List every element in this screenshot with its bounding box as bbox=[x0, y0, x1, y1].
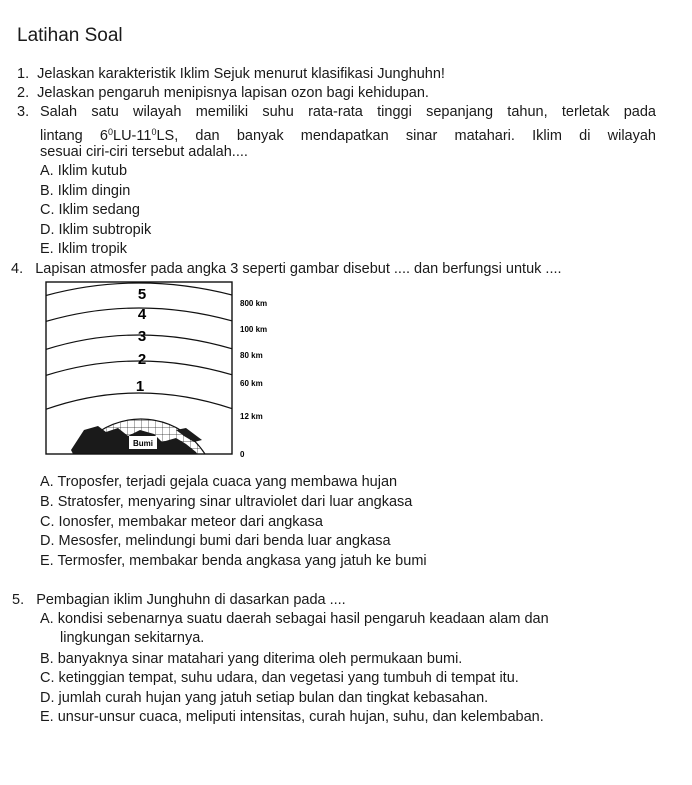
question-3-line-1: Salah satu wilayah memiliki suhu rata-rata tinggi sepanjang tahun, terletak pada bbox=[40, 104, 656, 120]
atmosphere-layers-figure bbox=[36, 280, 286, 464]
option-5a-continued: lingkungan sekitarnya. bbox=[60, 630, 205, 646]
option-5d: D. jumlah curah hujan yang jatuh setiap bulan dan tingkat kebasahan. bbox=[40, 690, 489, 706]
altitude-label: 100 km bbox=[240, 325, 268, 334]
option-5b: B. banyaknya sinar matahari yang diterima oleh permukaan bumi. bbox=[40, 651, 463, 667]
option-4d: D. Mesosfer, melindungi bumi dari benda luar angkasa bbox=[40, 533, 391, 549]
option-3b: B. Iklim dingin bbox=[40, 183, 131, 199]
question-2 bbox=[17, 84, 429, 102]
option-3a: A. Iklim kutub bbox=[40, 163, 128, 179]
page-title: Latihan Soal bbox=[17, 25, 123, 46]
question-3-number: 3. bbox=[17, 104, 30, 120]
option-4a: A. Troposfer, terjadi gejala cuaca yang membawa hujan bbox=[40, 474, 398, 490]
option-5a: A. kondisi sebenarnya suatu daerah sebagai hasil pengaruh keadaan alam dan bbox=[40, 611, 549, 627]
layer-number-label: 2 bbox=[137, 351, 147, 368]
layer-number-label: 5 bbox=[137, 286, 147, 303]
question-4 bbox=[11, 260, 562, 278]
q3-text-part: LS, dan banyak mendapatkan sinar matahari. Iklim di wilayah bbox=[156, 128, 656, 144]
question-text: Jelaskan pengaruh menipisnya lapisan ozon bagi kehidupan. bbox=[37, 85, 429, 101]
q3-text-part: LU-11 bbox=[113, 128, 152, 144]
question-3-line-3: sesuai ciri-ciri tersebut adalah.... bbox=[40, 144, 248, 160]
altitude-label: 60 km bbox=[240, 379, 263, 388]
option-4e: E. Termosfer, membakar benda angkasa yang jatuh ke bumi bbox=[40, 553, 427, 569]
earth-label: Bumi bbox=[133, 439, 153, 448]
option-4b: B. Stratosfer, menyaring sinar ultraviolet dari luar angkasa bbox=[40, 494, 413, 510]
question-number: 4. bbox=[11, 261, 24, 277]
option-4c: C. Ionosfer, membakar meteor dari angkasa bbox=[40, 514, 323, 530]
question-text: Lapisan atmosfer pada angka 3 seperti gambar disebut .... dan berfungsi untuk .... bbox=[35, 261, 562, 277]
question-1 bbox=[17, 65, 445, 83]
layer-boundary-arc bbox=[44, 393, 236, 410]
option-3e: E. Iklim tropik bbox=[40, 241, 128, 257]
altitude-label: 12 km bbox=[240, 412, 263, 421]
option-5e: E. unsur-unsur cuaca, meliputi intensitas, curah hujan, suhu, dan kelembaban. bbox=[40, 709, 544, 725]
question-number: 2. bbox=[17, 85, 30, 101]
option-3c: C. Iklim sedang bbox=[40, 202, 140, 218]
option-3d: D. Iklim subtropik bbox=[40, 222, 152, 238]
option-5c: C. ketinggian tempat, suhu udara, dan vegetasi yang tumbuh di tempat itu. bbox=[40, 670, 519, 686]
layer-number-label: 4 bbox=[137, 306, 147, 323]
question-text: Pembagian iklim Junghuhn di dasarkan pada .... bbox=[36, 592, 346, 608]
question-text: Jelaskan karakteristik Iklim Sejuk menurut klasifikasi Junghuhn! bbox=[37, 66, 445, 82]
layer-number-label: 1 bbox=[135, 378, 145, 395]
layer-number-label: 3 bbox=[137, 328, 147, 345]
degree-superscript: 0 bbox=[151, 127, 157, 137]
question-number: 5. bbox=[12, 592, 25, 608]
degree-superscript: 0 bbox=[108, 127, 114, 137]
question-3-line-2 bbox=[40, 123, 656, 145]
altitude-label: 800 km bbox=[240, 299, 268, 308]
question-number: 1. bbox=[17, 66, 30, 82]
question-5 bbox=[12, 591, 346, 609]
q3-text-part: lintang 6 bbox=[40, 128, 108, 144]
altitude-label: 80 km bbox=[240, 351, 263, 360]
altitude-label: 0 bbox=[240, 450, 245, 459]
